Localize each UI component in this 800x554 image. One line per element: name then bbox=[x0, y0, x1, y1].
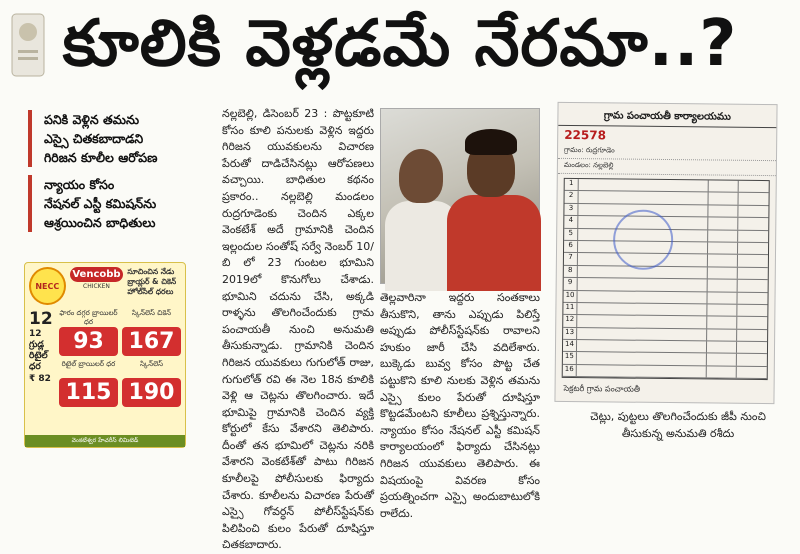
person-right-hair bbox=[465, 129, 517, 155]
deck-line: న్యాయం కోసం bbox=[44, 177, 115, 192]
receipt-number: 22578 bbox=[564, 127, 607, 143]
price-label: స్కిన్‌లెస్ bbox=[140, 360, 163, 368]
egg-rate bbox=[29, 309, 55, 407]
official-stamp-icon bbox=[613, 209, 674, 270]
deck-column bbox=[28, 110, 224, 240]
deck-line: ఎస్సై చితకబాదాడని bbox=[44, 131, 144, 146]
ad-heading: సూచించిన నేడు బ్రాయ్లర్ & చికెన్ హోల్‌సేల్ ధరలు bbox=[127, 267, 177, 296]
egg-rate-label: 12 గ్రుడ్ల రిటైల్ ధర bbox=[29, 329, 48, 372]
page-headline: కూలికి వెళ్లడమే నేరమా..? bbox=[62, 6, 738, 81]
ad-footer: వెంకటేశ్వర హేచరీస్ లిమిటెడ్ bbox=[25, 435, 185, 447]
permission-receipt-image bbox=[554, 102, 777, 404]
price-item bbox=[59, 309, 118, 356]
receipt-caption: చెట్లు, పుట్టలు తొలగించేందుకు జీపీ నుంచి తీసుకున్న అనుమతి రశీదు bbox=[590, 410, 766, 440]
victims-photo bbox=[380, 108, 540, 284]
receipt-signature: సెక్రటరీ గ్రామ పంచాయతీ bbox=[563, 383, 641, 394]
price-item bbox=[122, 309, 181, 356]
price-value: 115 bbox=[59, 378, 118, 407]
brand-sub: CHICKEN bbox=[83, 283, 110, 290]
brand-name: Vencobb bbox=[70, 267, 124, 282]
price-item bbox=[59, 360, 118, 407]
deck-line: గిరిజన కూలీల ఆరోపణ bbox=[44, 150, 158, 165]
receipt-line: మండలం: నల్లబెల్లి bbox=[558, 159, 776, 176]
price-item bbox=[122, 360, 181, 407]
deck-line: పనికి వెళ్లిన తమను bbox=[44, 112, 140, 127]
price-label: స్కిన్‌లెస్ చికెన్ bbox=[131, 309, 172, 317]
chicken-price-ad bbox=[24, 262, 186, 448]
price-value: 93 bbox=[59, 327, 118, 356]
egg-count: 12 bbox=[29, 309, 53, 329]
person-right-body bbox=[447, 195, 541, 291]
price-value: 167 bbox=[122, 327, 181, 356]
receipt-title: గ్రామ పంచాయతీ కార్యాలయము bbox=[558, 103, 776, 128]
deck-line: నేషనల్ ఎస్టీ కమిషన్‌ను bbox=[44, 196, 157, 211]
person-left-head bbox=[399, 149, 443, 203]
price-label: రిటైల్ బ్రాయిలర్ ధర bbox=[61, 360, 116, 368]
deck-second bbox=[28, 175, 224, 232]
article-column-continued: తెల్లవారినా ఇద్దరు సంతకాలు తీసుకొని, తాను ఎప్పుడు పిలిస్తే అప్పుడు పోలీస్‌స్టేషన్‌కు రావాలని హుకుం జారీ చేసి వదిలేశారు. బుక్కెడు బువ్వ కోసం పొట్ట చేత పట్టుకొని కూలి నులకు వెళ్లిన తమను ఎస్సై కులం పేరుతో దూషిస్తూ కొట్టడమేంటని కూలీలు ప్రశ్నిస్తున్నారు. న్యాయం కోసం నేషనల్ ఎస్టీ కమిషన్ కార్యాలయంలో ఫిర్యాదు చేసినట్లు గిరిజన యువకులు తెలిపారు. ఈ విషయంపై వివరణ కోసం ప్రయత్నించగా ఎస్సై అందుబాటులోకి రాలేదు. bbox=[380, 291, 540, 520]
deck-first bbox=[28, 110, 224, 167]
price-label: ఫారం దగ్గర బ్రాయిలర్ ధర bbox=[59, 309, 118, 326]
price-grid bbox=[59, 309, 181, 407]
price-value: 190 bbox=[122, 378, 181, 407]
deck-line: ఆశ్రయించిన బాధితులు bbox=[44, 215, 156, 230]
receipt-line: గ్రామం: రుద్రగూడెం bbox=[558, 144, 776, 161]
article-column-main: నల్లబెల్లి, డిసెంబర్ 23 : పొట్టకూటి కోసం కూలి పనులకు వెళ్లిన ఇద్దరు గిరిజన యువకులను విచారణ పేరుతో దాడిచేసినట్లు ఆరోపణలు వచ్చాయి. బాధితుల కథనం ప్రకారం.. నల్లబెల్లి మండలం రుద్రగూడెంకు చెందిన ఎక్కల వెంకటేశ్ అదే గ్రామానికి చెందిన ఇల్లందుల సంతోష్ సర్వే నెంబర్ 10/బి లో 23 గుంటల భూమిని 2019లో కొనుగోలు చేశాడు. భూమిని చదును చేసి, అక్కడి రాళ్ళను తొలగించేందుకు గ్రామ పంచాయతీ నుంచి అనుమతి తీసుకున్నాడు. గ్రామానికి చెందిన గిరిజన యువకులు గుగులోత్ రాజు, గుగులోత్ రవి ఈ నెల 18న కూలికి వెళ్లి ఆ చెట్లను తొలగించారు. ఇదే భూమిపై గ్రామానికి చెందిన వ్యక్తి కోర్టులో కేసు వేశారని తెలిపారు. దీంతో తన భూమిలో చెట్లను నరికి వేశారని వెంకటేశ్‌తో పాటు గిరిజన కూలీలపై పోలీసులకు ఫిర్యాదు చేశారు. కూలీలను విచారణ పేరుతో ఎస్సై గోవర్ధన్ పోలీస్‌స్టేషన్‌కు పిలిపించి కులం పేరుతో దూషిస్తూ చితకబాదారు. bbox=[222, 107, 374, 552]
necc-logo-icon: NECC bbox=[29, 267, 66, 305]
receipt-table: 1 2 3 4 5 6 7 8 9 10 11 12 13 14 15 16 bbox=[562, 178, 770, 380]
egg-rate-value: ₹ 82 bbox=[29, 374, 51, 384]
vencobb-brand bbox=[70, 267, 124, 290]
